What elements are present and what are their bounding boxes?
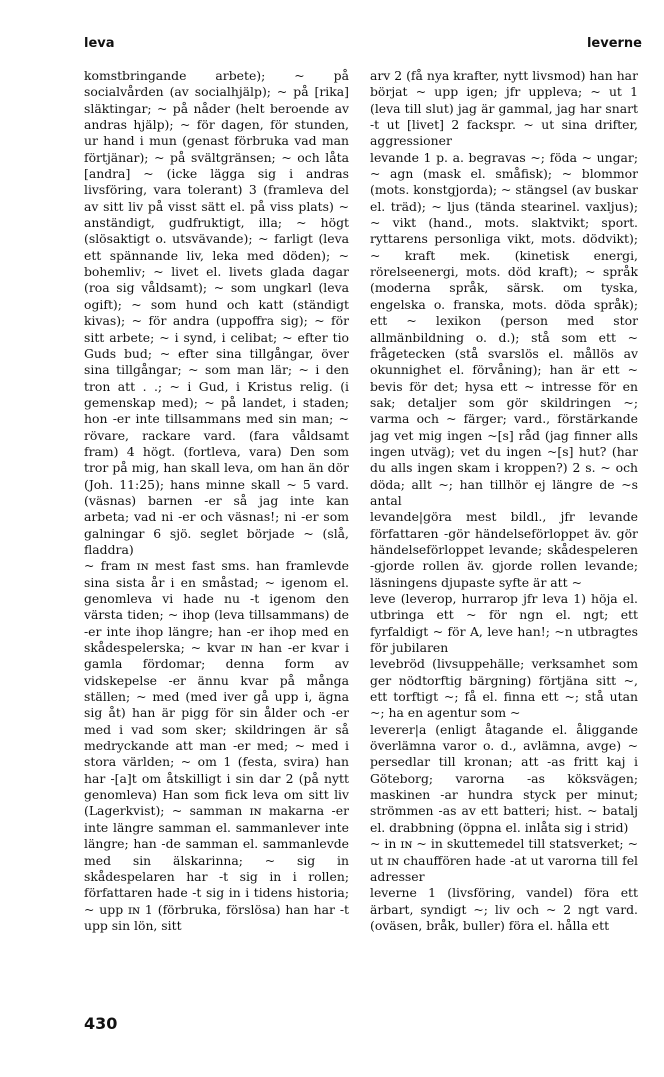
entry-paragraph: levande|göra mest bildl., jfr levande författaren -gör händelseförloppet äv. gör händelseförloppet levande; skådespeleren -gjorde rollen äv. gjorde rollen levande; läsningens djupaste syfte är att ~ (370, 509, 638, 590)
entry-paragraph: leverne 1 (livsföring, vandel) föra ett ärbart, syndigt ~; liv och ~ 2 ngt vard. (oväsen, bråk, buller) föra el. hålla ett (370, 885, 638, 933)
running-head-right: leverne (586, 36, 642, 51)
running-head-left: leva (84, 36, 115, 51)
entry-paragraph: leve (leverop, hurrarop jfr leva 1) höja el. utbringa ett ~ för ngn el. ngt; ett fyrfaldigt ~ för A, leve han!; ~n utbragtes för jubilaren (370, 591, 638, 656)
right-column (370, 68, 638, 1008)
entry-paragraph: levande 1 p. a. begravas ~; föda ~ ungar; ~ agn (mask el. småfisk); ~ blommor (mots. konstgjorda); ~ stängsel (av buskar el. träd); ~ ljus (tända stearinel. vaxljus); ~ vikt (hand., mots. slaktvikt; sport. ryttarens personliga vikt, mots. dödvikt); ~ kraft mek. (kinetisk energi, rörelseenergi, mots. död kraft); ~ språk (moderna språk, särsk. om tyska, engelska o. franska, mots. döda språk); ett ~ lexikon (person med stor allmänbildning o. d.); stå som ett ~ frågetecken (stå svarslös el. mållös av okunnighet el. förvåning); han är ett ~ bevis för det; hysa ett ~ intresse för en sak; detaljer som gör skildringen ~; varma och ~ färger; vard., förstärkande jag vet mig ingen ~[s] råd (jag finner alls ingen utväg); vet du ingen ~[s] hut? (har du alls ingen skam i kroppen?) 2 s. ~ och döda; allt ~; han tillhör ej längre de ~s antal (370, 149, 638, 508)
entry-paragraph: leverer|a (enligt åtagande el. åliggande överlämna varor o. d., avlämna, avge) ~ persedlar till kronan; att -as fritt kaj i Göteborg; varorna -as köksvägen; maskinen -ar hundra styck per minut; strömmen -as av ett batteri; hist. ~ batalj el. drabbning (öppna el. inlåta sig i strid) (370, 721, 638, 835)
entry-paragraph: ~ fram ɪɴ mest fast sms. han framlevde sina sista år i en småstad; ~ igenom el. genomleva vi hade nu -t igenom den värsta tiden; ~ ihop (leva tillsammans) de -er inte ihop längre; han -er ihop med en skådespelerska; ~ kvar ɪɴ han -er kvar i gamla fördomar; denna form av vidskepelse -er ännu kvar på många ställen; ~ med (med iver gå upp i, ägna sig åt) han är pigg för sin ålder och -er med i vad som sker; skildringen är så medryckande att man -er med; ~ med i stora världen; ~ om 1 (festa, svira) han har -[a]t om åtskilligt i sin dar 2 (på nytt genomleva) Han som fick leva om sitt liv (Lagerkvist); ~ samman ɪɴ makarna -er inte längre samman el. sammanlever inte längre; han -de samman el. sammanlevde med sin älskarinna; ~ sig in skådespelaren har -t sig in i rollen; författaren hade -t sig in i tidens historia; ~ upp ɪɴ 1 (förbruka, förslösa) han har -t upp sin lön, sitt (84, 558, 349, 933)
entry-paragraph: levebröd (livsuppehälle; verksamhet som ger nödtorftig bärgning) förtjäna sitt ~, ett torftigt ~; få el. finna ett ~; stå utan ~; ha en agentur som ~ (370, 656, 638, 721)
entry-paragraph: arv 2 (få nya krafter, nytt livsmod) han har börjat ~ upp igen; jfr uppleva; ~ ut 1 (leva till slut) jag är gammal, jag har snart -t ut [livet] 2 fackspr. ~ ut sina drifter, aggressioner (370, 68, 638, 149)
entry-paragraph: komstbringande arbete); ~ på socialvården (av socialhjälp); ~ på [rika] släktingar; ~ på nåder (helt beroende av andras hjälp); ~ för dagen, för stunden, ur hand i mun (genast förbruka vad man förtjänar); ~ på svältgränsen; ~ och låta [andra] ~ (icke lägga sig i andras livsföring, vara tolerant) 3 (framleva del av sitt liv på visst sätt el. på viss plats) ~ anständigt, gudfruktigt, illa; ~ högt (slösaktigt o. utsvävande); ~ farligt (leva ett spännande liv, leka med döden); ~ bohemliv; ~ livet el. livets glada dagar (roa sig våldsamt); ~ som ungkarl (leva ogift); ~ som hund och katt (ständigt kivas); ~ för andra (uppoffra sig); ~ för sitt arbete; ~ i synd, i celibat; ~ efter tio Guds bud; ~ efter sina tillgångar, över sina tillgångar; ~ som man lär; ~ i den tron att . .; ~ i Gud, i Kristus relig. (i gemenskap med); ~ på landet, i staden; hon -er inte tillsammans med sin man; ~ rövare, rackare vard. (fara våldsamt fram) 4 högt. (fortleva, vara) Den som tror på mig, han skall leva, om han än dör (Joh. 11:25); hans minne skall ~ 5 vard. (väsnas) barnen -er så jag inte kan arbeta; vad ni -er och väsnas!; ni -er som galningar 6 sjö. seglet började ~ (slå, fladdra) (84, 68, 349, 557)
entry-paragraph: ~ in ɪɴ ~ in skuttemedel till statsverket; ~ ut ɪɴ chauffören hade -at ut varorna till fel adresser (370, 836, 638, 884)
left-column (84, 68, 349, 968)
page-number: 430 (84, 1014, 118, 1033)
